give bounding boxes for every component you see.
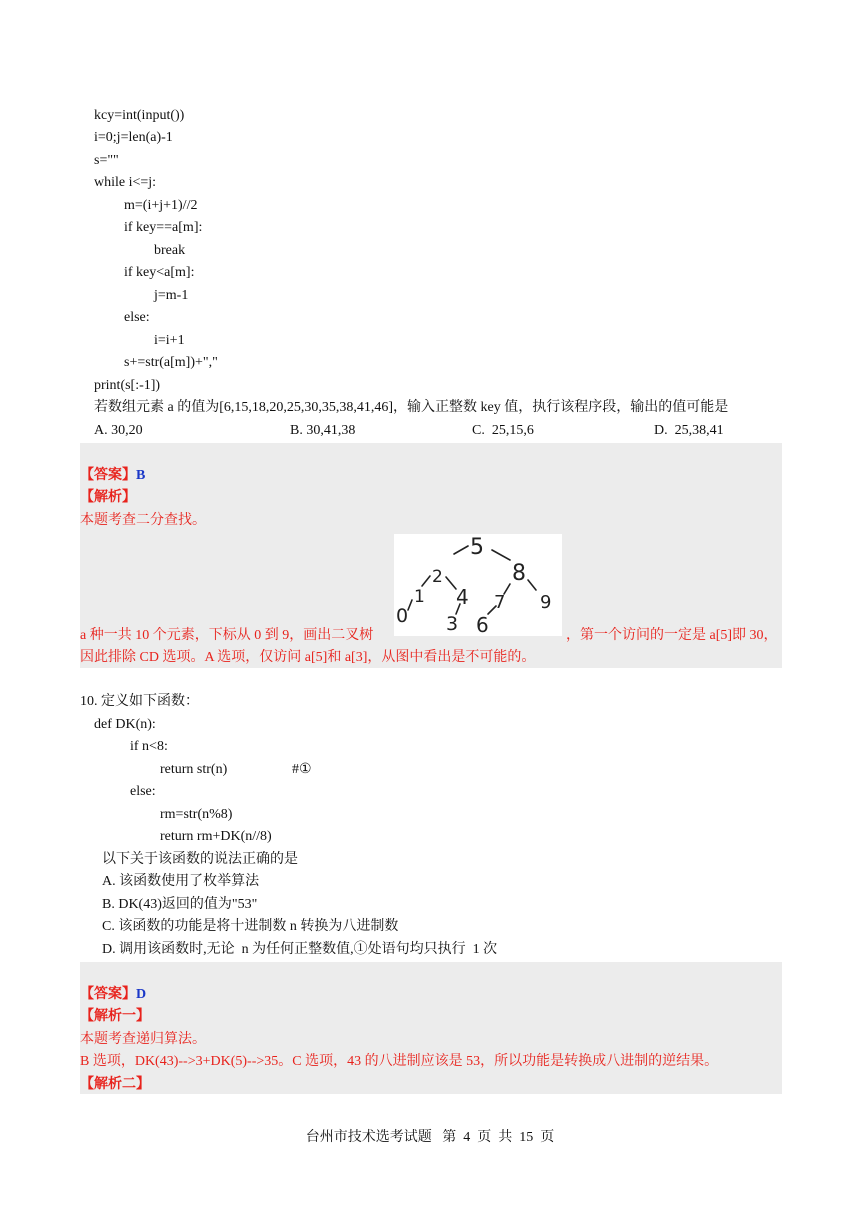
q10-option-c: C. 该函数的功能是将十进制数 n 转换为八进制数 — [102, 919, 399, 934]
code-line: if n<8: — [130, 739, 168, 754]
code-line: s="" — [94, 153, 119, 168]
tree-node: 9 — [540, 592, 552, 613]
tree-node: 0 — [396, 605, 409, 627]
tree-node: 3 — [446, 613, 459, 635]
answer-value: D — [136, 987, 147, 1002]
code-line: def DK(n): — [94, 717, 156, 732]
page-footer: 台州市技术选考试题 第 4 页 共 15 页 — [305, 1130, 555, 1145]
code-line: j=m-1 — [154, 288, 189, 303]
analysis-label: 【解析一】 — [80, 1009, 150, 1024]
q10-analysis-box — [80, 962, 782, 1094]
q9-option-b: B. 30,41,38 — [290, 423, 356, 438]
answer-value: B — [136, 468, 146, 483]
analysis-text: 本题考查递归算法。 — [80, 1032, 206, 1047]
analysis-text: ，第一个访问的一定是 a[5]即 30， — [566, 628, 778, 643]
q10-option-a: A. 该函数使用了枚举算法 — [102, 874, 260, 889]
q9-option-d: D. 25,38,41 — [654, 423, 724, 438]
q10-title: 10. 定义如下函数： — [80, 694, 199, 709]
code-line: break — [154, 243, 186, 258]
analysis-label: 【解析二】 — [80, 1077, 150, 1092]
q9-stem: 若数组元素 a 的值为[6,15,18,20,25,30,35,38,41,46]，输入正整数 key 值，执行该程序段，输出的值可能是 — [94, 400, 729, 415]
q10-stem: 以下关于该函数的说法正确的是 — [102, 852, 298, 867]
code-line: kcy=int(input()) — [94, 108, 185, 123]
code-line: else: — [124, 310, 150, 325]
tree-node: 5 — [470, 535, 484, 560]
code-line: while i<=j: — [94, 175, 157, 190]
analysis-label: 【解析】 — [80, 490, 136, 505]
tree-node: 2 — [432, 567, 443, 587]
code-line: m=(i+j+1)//2 — [124, 198, 198, 213]
tree-node: 1 — [414, 587, 425, 607]
code-line: if key<a[m]: — [124, 265, 195, 280]
analysis-text: 因此排除 CD 选项。A 选项，仅访问 a[5]和 a[3]，从图中看出是不可能的。 — [80, 650, 536, 665]
answer-label: 【答案】 — [80, 468, 136, 483]
q9-answer — [80, 466, 145, 486]
code-line: i=i+1 — [154, 333, 185, 348]
code-line: else: — [130, 784, 156, 799]
q10-option-b: B. DK(43)返回的值为"53" — [102, 897, 258, 912]
tree-node: 4 — [456, 585, 469, 609]
q9-option-a: A. 30,20 — [94, 423, 143, 438]
code-line: s+=str(a[m])+"," — [124, 355, 218, 370]
code-line: return rm+DK(n//8) — [160, 829, 272, 844]
q10-answer — [80, 985, 146, 1005]
binary-tree-sketch — [394, 534, 562, 636]
tree-node: 8 — [512, 561, 526, 586]
code-line: print(s[:-1]) — [94, 378, 161, 393]
code-comment: #① — [292, 762, 312, 777]
q10-option-d: D. 调用该函数时,无论 n 为任何正整数值,①处语句均只执行 1 次 — [102, 942, 498, 957]
analysis-text: B 选项，DK(43)-->3+DK(5)-->35。C 选项，43 的八进制应该是 53，所以功能是转换成八进制的逆结果。 — [80, 1054, 719, 1069]
analysis-text: 本题考查二分查找。 — [80, 513, 206, 528]
q9-option-c: C. 25,15,6 — [472, 423, 534, 438]
answer-label: 【答案】 — [80, 987, 136, 1002]
code-line: rm=str(n%8) — [160, 807, 233, 822]
code-line: i=0;j=len(a)-1 — [94, 130, 173, 145]
tree-node: 6 — [476, 613, 489, 636]
code-line: if key==a[m]: — [124, 220, 203, 235]
analysis-text: a 种一共 10 个元素，下标从 0 到 9，画出二叉树 — [80, 628, 374, 643]
code-line: return str(n) — [160, 762, 228, 777]
tree-node: 7 — [494, 592, 506, 613]
